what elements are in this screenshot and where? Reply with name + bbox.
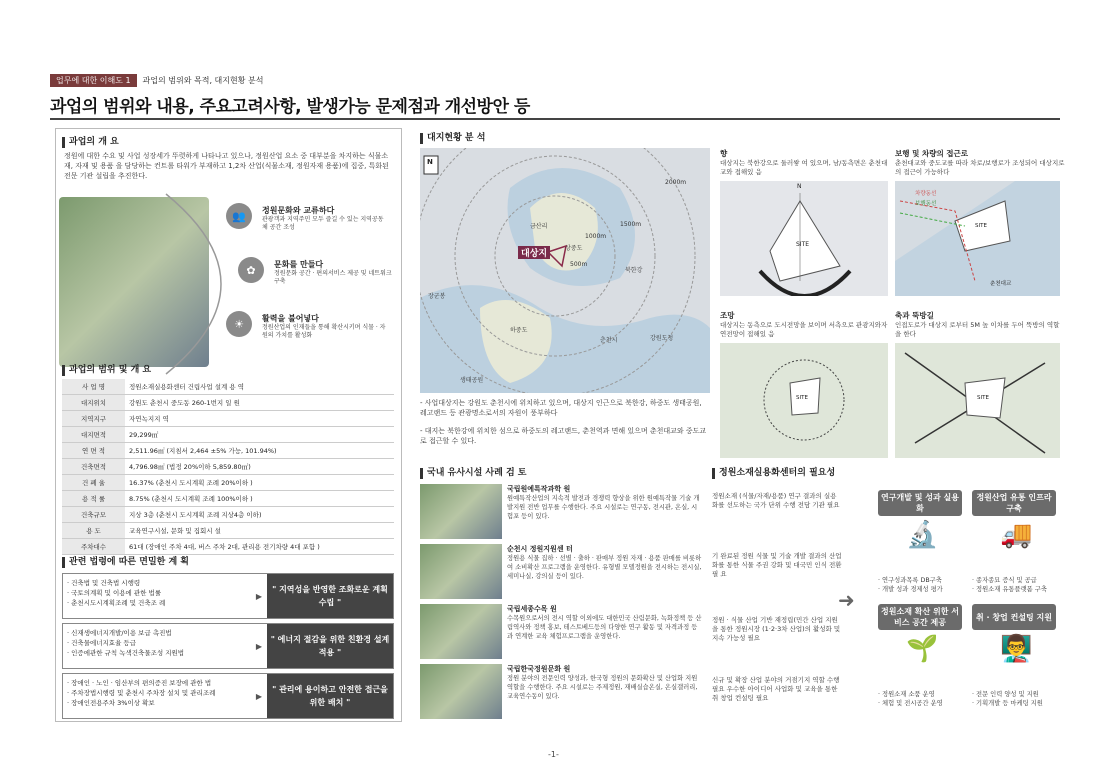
overview-item-desc: 정원문화 공간 · 편의서비스 제공 및 네트워크 구축 xyxy=(274,270,392,285)
overview-item-title: 문화를 만들다 xyxy=(274,260,324,269)
row-value: 2,511.96㎡ (지침서 2,464 ±5% 가능, 101.94%) xyxy=(125,443,394,459)
laws-heading: 관련 법령에 따른 면밀한 계 획 xyxy=(62,557,189,568)
case-item-2 xyxy=(420,544,700,599)
arrow-right-icon: ➜ xyxy=(838,588,855,612)
panel-title: 조망 xyxy=(720,311,735,320)
row-value: 29,299㎡ xyxy=(125,427,394,443)
place-label: 하중도 xyxy=(510,327,528,334)
place-label: 장군봉 xyxy=(428,293,446,300)
need-box-title: 정원산업 유통 인프라 구축 xyxy=(972,490,1056,516)
table-row xyxy=(62,491,394,507)
panel-access xyxy=(895,148,1065,296)
table-row xyxy=(62,443,394,459)
law-item: · 주차장법시행령 및 춘천시 주차장 설치 및 관리조례 xyxy=(67,689,216,697)
need-box-title: 연구개발 및 성과 실용화 xyxy=(878,490,962,516)
law-item: · 장애인전용주차 3%이상 확보 xyxy=(67,699,155,707)
case-name: 국립원예특작과학 원 xyxy=(507,485,571,493)
arrow-right-icon: ▶ xyxy=(255,591,263,601)
need-bullet: · 기획개발 등 마케팅 지원 xyxy=(972,700,1043,707)
overview-item-title: 활력을 불어넣다 xyxy=(262,314,319,323)
orientation-svg xyxy=(720,181,888,296)
compass-label: N xyxy=(427,158,433,166)
case-photo xyxy=(420,604,502,659)
row-key: 건축규모 xyxy=(62,507,125,523)
row-value: 자연녹지지 역 xyxy=(125,411,394,427)
panel-title: 향 xyxy=(720,149,728,158)
radius-label: 1000m xyxy=(585,233,607,240)
row-key: 연 면 적 xyxy=(62,443,125,459)
row-value: 정원소재실용화센터 건립사업 설계 용 역 xyxy=(125,379,394,395)
row-key: 건 폐 율 xyxy=(62,475,125,491)
site-marker: 대상지 xyxy=(518,246,550,259)
radius-label: 1500m xyxy=(620,221,642,228)
scope-table xyxy=(62,379,394,555)
need-text: 신규 및 확장 산업 분야의 거점기지 역할 수행 필요 우수한 아이디어 사업화 및 교육을 통한 취 창업 컨설팅 필요 xyxy=(712,676,840,702)
row-value: 61대 (장애인 주차 4대, 버스 주차 2대, 관리용 전기차량 4대 포함 ) xyxy=(125,539,394,555)
law-list xyxy=(63,574,251,618)
row-key: 대지면적 xyxy=(62,427,125,443)
case-photo xyxy=(420,664,502,719)
law-result: " 에너지 절감을 위한 친환경 설계적용 " xyxy=(267,624,393,668)
legend-item: 보행동선 xyxy=(915,201,937,207)
need-heading: 정원소재실용화센터의 필요성 xyxy=(712,468,835,479)
site-heading: 대지현황 분 석 xyxy=(420,133,485,144)
page-title: 과업의 범위와 내용, 주요고려사항, 발생가능 문제점과 개선방안 등 xyxy=(50,97,530,117)
row-value: 16.37% (춘천시 도시계획 조례 20%이하 ) xyxy=(125,475,394,491)
place-label: 금산리 xyxy=(530,223,548,230)
panel-view xyxy=(720,310,890,458)
law-result: " 지역성을 반영한 조화로운 계획 수립 " xyxy=(267,574,393,618)
place-label: 강원도청 xyxy=(650,335,674,342)
overview-text: 정원에 대한 수요 및 사업 성장세가 뚜렷하게 나타나고 있으나, 정원산업 요소 중 대부분을 차지하는 식물소재, 자재 및 용품 을 담당하는 컨트롤 타워가 부재하고 1,2차 산업(식물소재, 정원자재 용품)에 집중, 특화된 전문 기관 설립을 추진한다. xyxy=(64,152,389,180)
law-item: · 건축물에너지효율 등급 xyxy=(67,639,136,647)
case-name: 순천시 정원지원센 터 xyxy=(507,545,573,553)
need-bullet: · 연구성과목록 DB구축 xyxy=(878,577,942,584)
case-item-4 xyxy=(420,664,700,719)
row-key: 용 적 률 xyxy=(62,491,125,507)
culture-icon: ✿ xyxy=(238,257,264,283)
need-bullet: · 전문 인력 양성 및 지원 xyxy=(972,691,1039,698)
bridge-label: 춘천대교 xyxy=(990,281,1012,287)
place-label: 춘천시 xyxy=(600,337,618,344)
plant-icon: 🌱 xyxy=(906,634,939,664)
left-column xyxy=(55,128,402,722)
table-row xyxy=(62,507,394,523)
need-box-title: 취 · 창업 컨설팅 지원 xyxy=(972,604,1056,630)
arrow-right-icon: ▶ xyxy=(255,691,263,701)
panel-title: 보행 및 차량의 접근로 xyxy=(895,149,969,158)
table-row xyxy=(62,427,394,443)
people-icon: 👥 xyxy=(226,203,252,229)
need-text: 정원소재 (식물/자재/용품) 연구 결과의 실용화를 선도하는 국가 단위 수행 전담 기관 필요 xyxy=(712,492,840,509)
need-bullet: · 정원소재 유통플랫폼 구축 xyxy=(972,586,1047,593)
law-group-3 xyxy=(62,673,394,719)
table-row xyxy=(62,395,394,411)
radius-label: 2000m xyxy=(665,179,687,186)
case-item-1 xyxy=(420,484,700,539)
overview-item-title: 정원문화와 교류하다 xyxy=(262,206,335,215)
panel-orientation xyxy=(720,148,890,296)
panel-desc: 대상지는 동측으로 도시전망을 보이며 서측으로 관광지와자연전망이 접해있 음 xyxy=(720,321,888,338)
section-subtitle: 과업의 범위와 목적, 대지현황 분석 xyxy=(142,76,264,85)
row-value: 교육연구시설, 문화 및 집회시 설 xyxy=(125,523,394,539)
site-label: SITE xyxy=(975,223,987,229)
panel-desc: 춘천대교와 중도교를 따라 차로/보행로가 조성되어 대상지로의 접근이 가능하다 xyxy=(895,159,1065,176)
compass-label: N xyxy=(797,183,802,190)
law-item: · 장애인 · 노인 · 임산부의 편의증진 보장에 관한 법 xyxy=(67,679,212,687)
law-result: " 관리에 용이하고 안전한 접근을 위한 배치 " xyxy=(267,674,393,718)
row-key: 대지위치 xyxy=(62,395,125,411)
row-key: 건축면적 xyxy=(62,459,125,475)
case-desc: 수목원으로서의 전시 역할 이외에도 대한민국 산림문화, 녹화정책 등 산림역사와 정책 홍보, 테스트베드등의 다양한 연구 활동 및 자격과정 등과 연계한 교육 체험프로그램을 운영한다. xyxy=(507,615,702,640)
table-row xyxy=(62,475,394,491)
case-desc: 원예특작산업의 지속적 발전과 경쟁력 향상을 위한 원예특작물 기술 개발지원 전반 업무를 수행한다. 주요 시설로는 연구동, 전시관, 온실, 시험포 등이 있다. xyxy=(507,495,700,520)
need-grid xyxy=(878,490,1058,715)
law-list xyxy=(63,624,251,668)
table-row xyxy=(62,523,394,539)
place-label: 북한강 xyxy=(625,267,643,274)
need-bullet: · 종자종묘 증식 및 공급 xyxy=(972,577,1037,584)
law-item: · 인증에관한 규칙 녹색건축물조성 지원법 xyxy=(67,649,185,657)
panel-desc: 인접도로가 대상지 로부터 5M 높 이차를 두어 뚝방의 역할을 한다 xyxy=(895,321,1060,338)
case-photo xyxy=(420,484,502,539)
law-group-1 xyxy=(62,573,394,619)
radius-label: 500m xyxy=(570,261,588,268)
panel-diagram xyxy=(720,343,888,458)
overview-item-desc: 정원산업의 인재들을 통해 확산시키며 식물 · 자원의 가치를 활성화 xyxy=(262,324,386,339)
row-value: 4,796.98㎡ (법정 20%이하 5,859.80㎡) xyxy=(125,459,394,475)
row-key: 지역지구 xyxy=(62,411,125,427)
site-map xyxy=(420,148,710,393)
need-text: 정원 · 식물 산업 기반 재정립(민간 산업 지원을 통한 정원시장 (1·2·3차 산업)의 활성화 및 지속 가능성 필요 xyxy=(712,616,841,642)
site-label: SITE xyxy=(796,241,810,248)
need-bullet: · 정원소재 소품 운영 xyxy=(878,691,935,698)
panel-title: 축과 뚝방길 xyxy=(895,311,934,320)
header-tagbar xyxy=(50,74,263,87)
table-row xyxy=(62,459,394,475)
law-item: · 국토의계획 및 이용에 관한 법률 xyxy=(67,589,162,597)
overview-arc xyxy=(156,189,276,379)
cases-heading: 국내 유사시설 사례 검 토 xyxy=(420,468,526,479)
table-row xyxy=(62,539,394,555)
row-value: 지상 3층 (춘천시 도시계획 조례 지상4층 이하) xyxy=(125,507,394,523)
arrow-right-icon: ▶ xyxy=(255,641,263,651)
teacher-icon: 👨‍🏫 xyxy=(1000,634,1033,664)
row-key: 용 도 xyxy=(62,523,125,539)
row-key: 주차대수 xyxy=(62,539,125,555)
place-label: 생태공원 xyxy=(460,377,484,384)
title-rule xyxy=(50,118,1060,120)
site-label: SITE xyxy=(796,395,808,401)
row-value: 8.75% (춘천시 도시계획 조례 100%이하 ) xyxy=(125,491,394,507)
panel-axis xyxy=(895,310,1065,458)
law-item: · 신재생에너지개발/이용 보급 촉진법 xyxy=(67,629,172,637)
truck-icon: 🚚 xyxy=(1000,520,1033,550)
place-label: 상중도 xyxy=(565,245,583,252)
site-note-2: - 대지는 북한강에 위치한 섬으로 하중도의 레고랜드, 춘천역과 면해 있으며 춘천대교와 중도교로 접근할 수 있다. xyxy=(420,427,707,445)
section-tag: 업무에 대한 이해도 1 xyxy=(50,74,137,87)
page-number: -1- xyxy=(548,750,559,759)
table-row xyxy=(62,411,394,427)
row-value: 강원도 춘천시 중도동 260-1번지 일 원 xyxy=(125,395,394,411)
legend-item: 차량동선 xyxy=(915,191,937,197)
case-name: 국립한국정원문화 원 xyxy=(507,665,571,673)
table-row xyxy=(62,379,394,395)
case-item-3 xyxy=(420,604,700,659)
site-label: SITE xyxy=(977,395,989,401)
lightbulb-icon: ☀ xyxy=(226,311,252,337)
need-box-title: 정원소재 확산 위한 서비스 공간 제공 xyxy=(878,604,962,630)
case-desc: 정원용 식물 집하 · 선별 · 출하 · 판매부 정원 자재 · 용품 판매를 비롯하여 소비확산 프로그램을 운영한다. 유형별 모델정원을 전시하는 전시실, 세미나실, 강의실 등이 있다. xyxy=(507,555,702,580)
panel-desc: 대상지는 북한강으로 둘러쌓 여 있으며, 남/동측면은 춘천대교와 접해있 음 xyxy=(720,159,888,176)
law-item: · 건축법 및 건축법 시행령 xyxy=(67,579,141,587)
scope-heading: 과업의 범위 및 개 요 xyxy=(62,365,151,376)
law-item: · 춘천시도시계획조례 및 건축조 례 xyxy=(67,599,166,607)
case-desc: 정원 분야의 전문인력 양성과, 한국형 정원의 문화확산 및 산업화 지원 역할을 수행한다. 주요 시설로는 주제정원, 재배실습온실, 온실갤러리, 교육연수동이 있다. xyxy=(507,675,698,700)
case-name: 국립세종수목 원 xyxy=(507,605,557,613)
overview-heading: 과업의 개 요 xyxy=(62,137,119,148)
panel-diagram xyxy=(895,181,1060,296)
microscope-icon: 🔬 xyxy=(906,520,939,550)
need-text: 기 완료된 정원 식물 및 기술 개발 결과의 산업화를 통한 식물 주권 강화 및 대국민 인식 전환 필 요 xyxy=(712,552,842,578)
panel-diagram xyxy=(895,343,1060,458)
need-bullet: · 체험 및 전시공간 운영 xyxy=(878,700,943,707)
case-photo xyxy=(420,544,502,599)
law-list xyxy=(63,674,251,718)
need-bullet: · 개발 성과 경제성 평가 xyxy=(878,586,943,593)
site-note-1: - 사업대상지는 강원도 춘천시에 위치하고 있으며, 대상지 인근으로 북한강, 하중도 생태공원, 레고랜드 등 관광명소로서의 자원이 풍부하다 xyxy=(420,399,702,417)
panel-diagram xyxy=(720,181,888,296)
overview-item-desc: 관광객과 지역주민 모두 즐길 수 있는 지역공동체 공간 조성 xyxy=(262,216,384,231)
law-group-2 xyxy=(62,623,394,669)
row-key: 사 업 명 xyxy=(62,379,125,395)
